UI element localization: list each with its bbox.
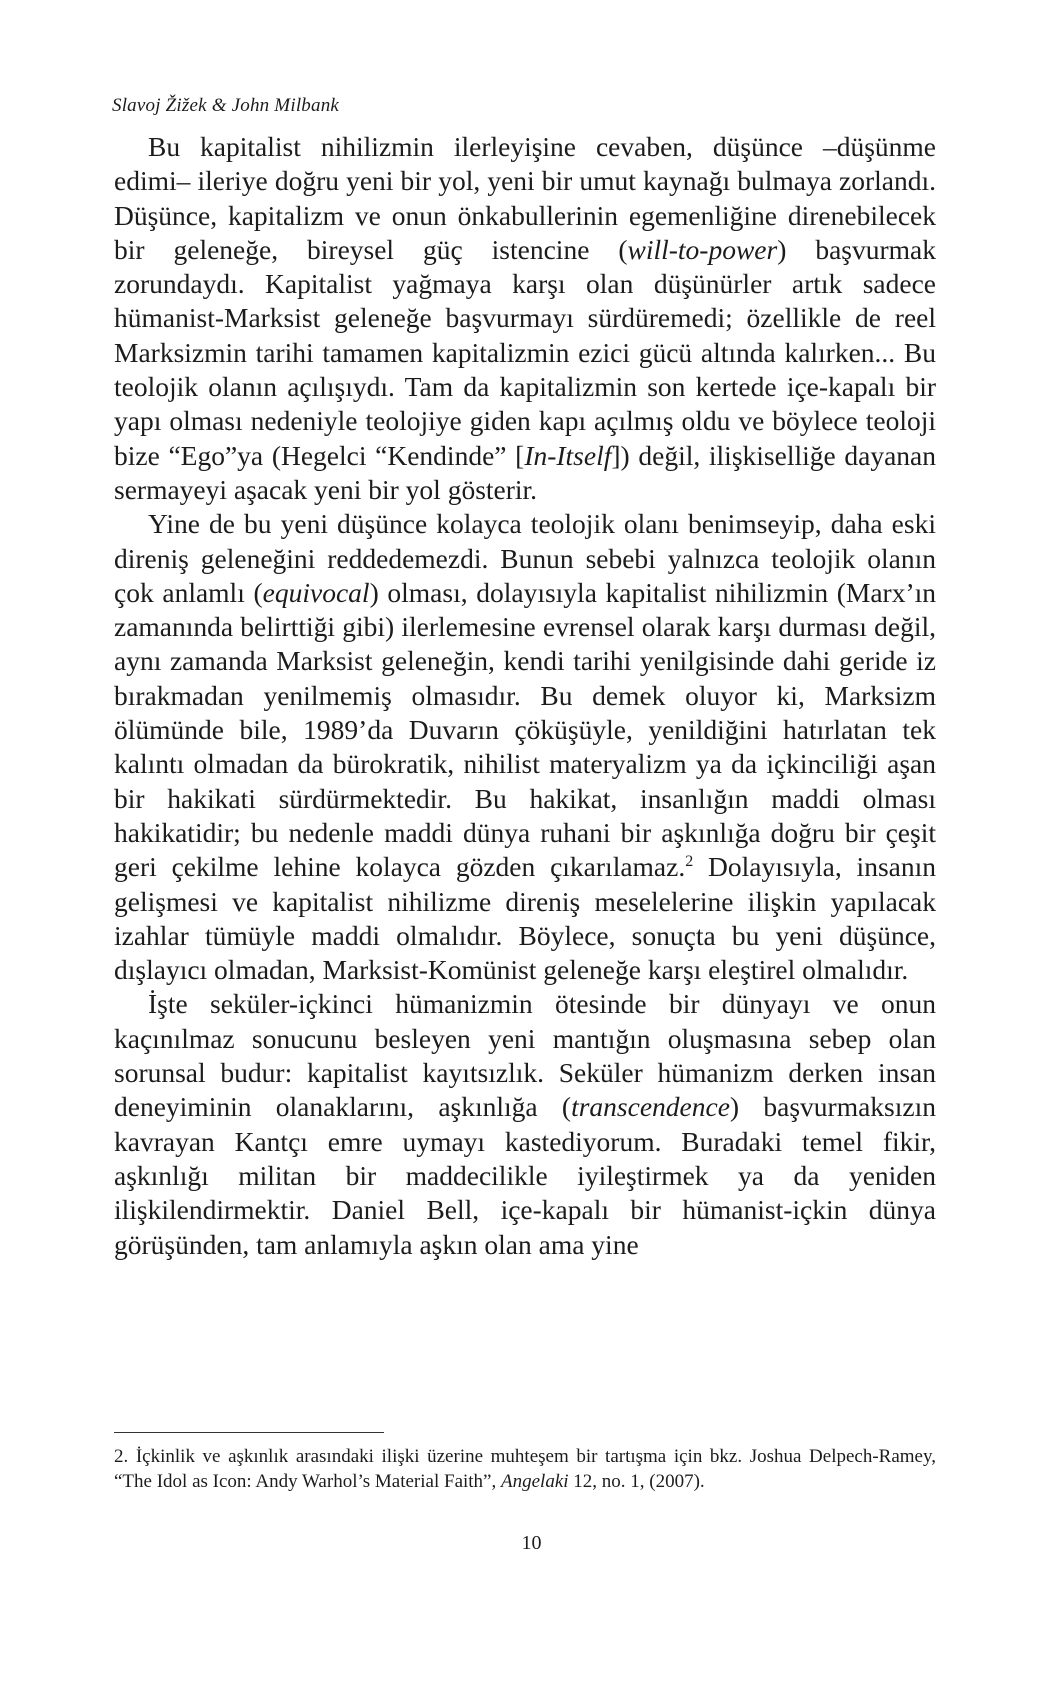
paragraph-1 xyxy=(114,130,936,507)
text-run: ) başvurmak zorundaydı. Kapitalist yağmaya karşı olan düşünürler artık sadece hümanist-Marksist geleneğe başvurmayı sürdüremedi; özellikle de reel Marksizmin tarihi tamamen kapitalizmin ezici gücü altında kalırken... Bu teolojik olanın açılışıydı. Tam da kapitalizmin son kertede içe-kapalı bir yapı olması nedeniyle teolojiye giden kapı açılmış oldu ve böylece teoloji bize “Ego”ya (Hegelci “Kendinde” [ xyxy=(114,233,936,471)
italic-term: In-Itself xyxy=(524,439,612,471)
text-run: İşte seküler-içkinci hümanizmin ötesinde bir dünyayı ve onun kaçınılmaz sonucunu besleyen yeni mantığın oluşmasına sebep olan sorunsal budur: kapitalist kayıtsızlık. Seküler hümanizm derken insan deneyiminin olanaklarını, aşkınlığa ( xyxy=(114,988,936,1123)
italic-title: Angelaki xyxy=(501,1471,569,1492)
text-run: Yine de bu yeni düşünce kolayca teolojik olanı benimseyip, daha eski direniş geleneğini reddedemezdi. Bunun sebebi yalnızca teolojik olanın çok anlamlı ( xyxy=(114,508,936,608)
body-text xyxy=(114,130,936,1262)
italic-term: equivocal xyxy=(262,576,370,608)
italic-term: will-to-power xyxy=(627,233,778,265)
text-run: 12, no. 1, (2007). xyxy=(568,1471,705,1492)
footnote xyxy=(114,1444,936,1494)
text-run: ) olması, dolayısıyla kapitalist nihilizmin (Marx’ın zamanında belirttiği gibi) ilerlemesine evrensel olarak karşı durması değil, aynı zamanda Marksist geleneğin, kendi tarihi yenilgisinde dahi geride iz bırakmadan yenilmemiş olmasıdır. Bu demek oluyor ki, Marksizm ölümünde bile, 1989’da Duvarın çöküşüyle, yenildiğini hatırlatan tek kalıntı olmadan da bürokratik, nihilist materyalizm ya da içkinciliği aşan bir hakikati sürdürmektedir. Bu hakikat, insanlığın maddi olması hakikatidir; bu nedenle maddi dünya ruhani bir aşkınlığa doğru bir çeşit geri çekilme lehine kolayca gözden çıkarılamaz. xyxy=(114,576,937,883)
footnote-reference: 2 xyxy=(685,853,694,871)
running-head: Slavoj Žižek & John Milbank xyxy=(112,95,340,116)
text-run: Dolayısıyla, insanın gelişmesi ve kapitalist nihilizme direniş meselelerine ilişkin yapılacak izahlar tümüyle maddi olmalıdır. Böylece, sonuçta bu yeni düşünce, dışlayıcı olmadan, Marksist-Komünist geleneğe karşı eleştirel olmalıdır. xyxy=(114,851,936,986)
text-run: ]) değil, ilişkiselliğe dayanan sermayeyi aşacak yeni bir yol gösterir. xyxy=(114,439,936,505)
page-number: 10 xyxy=(521,1532,542,1554)
text-run: 2. İçkinlik ve aşkınlık arasındaki ilişki üzerine muhteşem bir tartışma için bkz. Joshua Delpech-Ramey, “The Idol as Icon: Andy Warhol’s Material Faith”, xyxy=(114,1446,936,1492)
text-run: Bu kapitalist nihilizmin ilerleyişine cevaben, düşünce –düşünme edimi– ileriye doğru yeni bir yol, yeni bir umut kaynağı bulmaya zorlandı. Düşünce, kapitalizm ve onun önkabullerinin egemenliğine direnebilecek bir geleneğe, bireysel güç istencine ( xyxy=(114,131,936,265)
paragraph-3 xyxy=(114,987,936,1261)
italic-term: transcendence xyxy=(571,1091,730,1123)
text-run: ) başvurmaksızın kavrayan Kantçı emre uymayı kastediyorum. Buradaki temel fikir, aşkınlığı militan bir maddecilikle iyileştirmek ya da yeniden ilişkilendirmektir. Daniel Bell, içe-kapalı bir hümanist-içkin dünya görüşünden, tam anlamıyla aşkın olan ama yine xyxy=(114,1091,936,1260)
footnote-divider xyxy=(114,1432,384,1433)
paragraph-2 xyxy=(114,507,936,987)
